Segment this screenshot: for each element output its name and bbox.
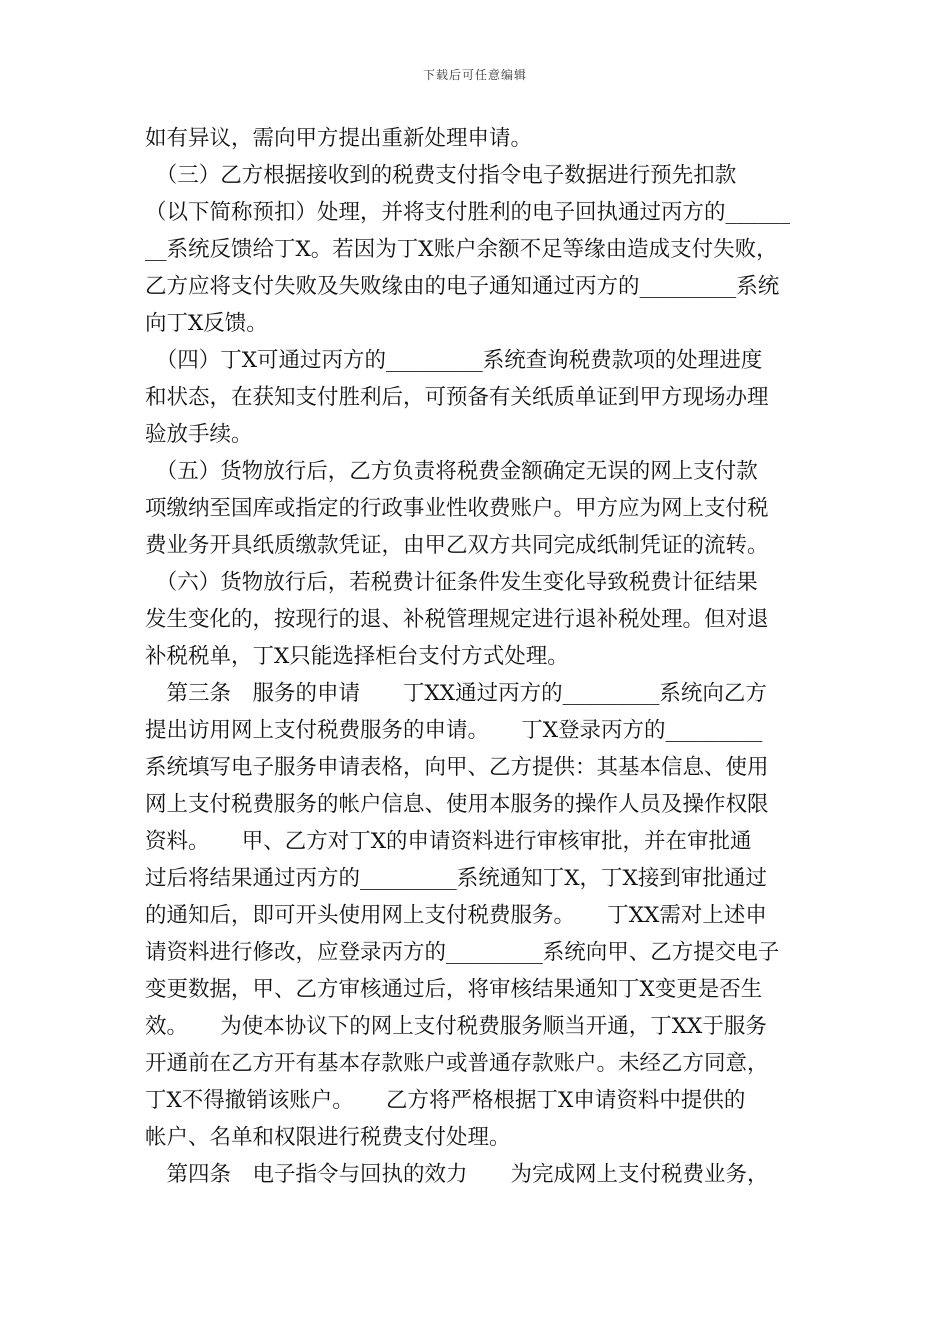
text-line: 提出访用网上支付税费服务的申请。 丁X登录丙方的_________ bbox=[145, 718, 763, 743]
text-line: 丁X不得撤销该账户。 乙方将严格根据丁X申请资料中提供的 bbox=[145, 1088, 746, 1113]
text-line: 网上支付税费服务的帐户信息、使用本服务的操作人员及操作权限 bbox=[145, 792, 769, 817]
text-line: 帐户、名单和权限进行税费支付处理。 bbox=[145, 1125, 511, 1150]
text-line: （三）乙方根据接收到的税费支付指令电子数据进行预先扣款 bbox=[145, 163, 737, 188]
text-line: 效。 为使本协议下的网上支付税费服务顺当开通，丁XX于服务 bbox=[145, 1014, 767, 1039]
text-line: （以下简称预扣）处理，并将支付胜利的电子回执通过丙方的______ bbox=[145, 200, 791, 225]
document-body bbox=[145, 120, 810, 1193]
text-line: 过后将结果通过丙方的_________系统通知丁X，丁X接到审批通过 bbox=[145, 866, 767, 891]
text-line: 请资料进行修改，应登录丙方的_________系统向甲、乙方提交电子 bbox=[145, 940, 780, 965]
text-line: 如有异议，需向甲方提出重新处理申请。 bbox=[145, 126, 533, 151]
text-line: 发生变化的，按现行的退、补税管理规定进行退补税处理。但对退 bbox=[145, 607, 769, 632]
text-line: （五）货物放行后，乙方负责将税费金额确定无误的网上支付款 bbox=[145, 459, 758, 484]
text-line: 开通前在乙方开有基本存款账户或普通存款账户。未经乙方同意， bbox=[145, 1051, 769, 1076]
text-line: 项缴纳至国库或指定的行政事业性收费账户。甲方应为网上支付税 bbox=[145, 496, 769, 521]
text-line: 向丁X反馈。 bbox=[145, 311, 268, 336]
text-line: 变更数据，甲、乙方审核通过后，将审核结果通知丁X变更是否生 bbox=[145, 977, 763, 1002]
text-line: 补税税单，丁X只能选择柜台支付方式处理。 bbox=[145, 644, 569, 669]
text-line: __系统反馈给丁X。若因为丁X账户余额不足等缘由造成支付失败， bbox=[145, 237, 778, 262]
text-line: 资料。 甲、乙方对丁X的申请资料进行审核审批，并在审批通 bbox=[145, 829, 752, 854]
text-line: 第四条 电子指令与回执的效力 为完成网上支付税费业务， bbox=[145, 1162, 769, 1187]
text-line: 乙方应将支付失败及失败缘由的电子通知通过丙方的_________系统 bbox=[145, 274, 780, 299]
text-line: 和状态，在获知支付胜利后，可预备有关纸质单证到甲方现场办理 bbox=[145, 385, 769, 410]
text-line: （六）货物放行后，若税费计征条件发生变化导致税费计征结果 bbox=[145, 570, 758, 595]
text-line: 验放手续。 bbox=[145, 422, 253, 447]
text-line: 的通知后，即可开头使用网上支付税费服务。 丁XX需对上述申 bbox=[145, 903, 767, 928]
page-header-note: 下载后可任意编辑 bbox=[422, 68, 527, 82]
text-line: （四）丁X可通过丙方的_________系统查询税费款项的处理进度 bbox=[145, 348, 763, 373]
text-line: 费业务开具纸质缴款凭证，由甲乙双方共同完成纸制凭证的流转。 bbox=[145, 533, 769, 558]
text-line: 系统填写电子服务申请表格，向甲、乙方提供：其基本信息、使用 bbox=[145, 755, 769, 780]
text-line: 第三条 服务的申请 丁XX通过丙方的_________系统向乙方 bbox=[145, 681, 767, 706]
